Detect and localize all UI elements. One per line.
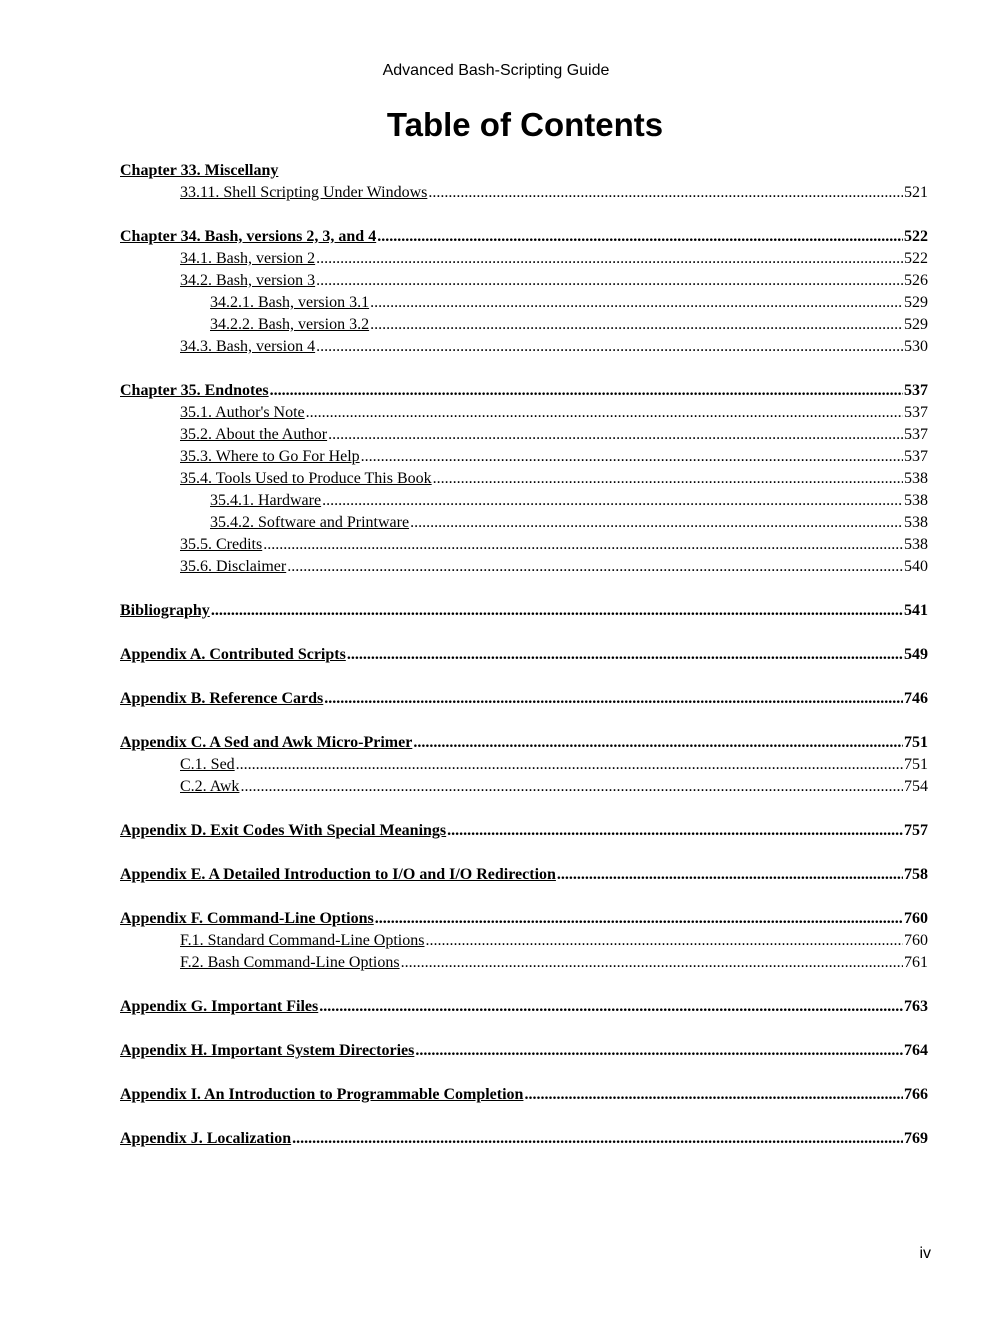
toc-chapter-entry[interactable]: [120, 1040, 928, 1062]
toc-section-entry[interactable]: [120, 402, 928, 424]
toc-page-number: 764: [904, 1042, 928, 1059]
toc-section-entry[interactable]: [120, 930, 928, 952]
dot-leader: [292, 1128, 903, 1150]
toc-page-number: 537: [904, 426, 928, 443]
toc-entry-link[interactable]: 35.2. About the Author: [180, 426, 328, 443]
dot-leader: [415, 1040, 903, 1062]
toc-section-entry[interactable]: [120, 292, 928, 314]
toc-page-number: 760: [904, 910, 928, 927]
toc-entry-link[interactable]: Appendix D. Exit Codes With Special Meanings: [120, 822, 447, 839]
toc-chapter-entry[interactable]: [120, 160, 928, 182]
toc-entry-link[interactable]: Appendix J. Localization: [120, 1130, 292, 1147]
dot-leader: [425, 930, 903, 952]
dot-leader: [361, 446, 903, 468]
toc-entry-link[interactable]: Chapter 33. Miscellany: [120, 162, 279, 179]
toc-section-entry[interactable]: [120, 446, 928, 468]
toc-entry-link[interactable]: Chapter 34. Bash, versions 2, 3, and 4: [120, 228, 377, 245]
toc-entry-link[interactable]: 35.4.2. Software and Printware: [210, 514, 410, 531]
toc-chapter-entry[interactable]: [120, 688, 928, 710]
dot-leader: [211, 600, 903, 622]
toc-entry-link[interactable]: Chapter 35. Endnotes: [120, 382, 269, 399]
page-number: iv: [919, 1245, 931, 1262]
toc-entry-link[interactable]: 35.5. Credits: [180, 536, 263, 553]
toc-section-entry[interactable]: [120, 424, 928, 446]
toc-entry-link[interactable]: 33.11. Shell Scripting Under Windows: [180, 184, 428, 201]
toc-page-number: 766: [904, 1086, 928, 1103]
toc-entry-link[interactable]: Bibliography: [120, 602, 210, 619]
dot-leader: [328, 424, 903, 446]
toc-page-number: 540: [904, 558, 928, 575]
dot-leader: [375, 908, 903, 930]
toc-entry-link[interactable]: 34.2. Bash, version 3: [180, 272, 316, 289]
toc-page-number: 541: [904, 602, 928, 619]
toc-chapter-entry[interactable]: [120, 644, 928, 666]
toc-page-number: 751: [904, 734, 928, 751]
toc-section-entry[interactable]: [120, 512, 928, 534]
toc-chapter-entry[interactable]: [120, 1128, 928, 1150]
toc-chapter-entry[interactable]: [120, 1084, 928, 1106]
dot-leader: [306, 402, 903, 424]
toc-entry-link[interactable]: 34.2.1. Bash, version 3.1: [210, 294, 370, 311]
toc-section-entry[interactable]: [120, 556, 928, 578]
toc-page-number: 537: [904, 382, 928, 399]
toc-page-number: 769: [904, 1130, 928, 1147]
toc-section-entry[interactable]: [120, 490, 928, 512]
dot-leader: [401, 952, 903, 974]
toc-page-number: 530: [904, 338, 928, 355]
dot-leader: [413, 732, 903, 754]
dot-leader: [270, 380, 903, 402]
toc-page-number: 538: [904, 536, 928, 553]
toc-section-entry[interactable]: [120, 468, 928, 490]
dot-leader: [263, 534, 903, 556]
page-title: Table of Contents: [386, 106, 664, 143]
toc-section-entry[interactable]: [120, 248, 928, 270]
toc-page-number: 538: [904, 492, 928, 509]
toc-chapter-entry[interactable]: [120, 996, 928, 1018]
dot-leader: [557, 864, 903, 886]
toc-page-number: 537: [904, 404, 928, 421]
toc-page-number: 763: [904, 998, 928, 1015]
dot-leader: [316, 336, 903, 358]
toc-entry-link[interactable]: Appendix G. Important Files: [120, 998, 319, 1015]
running-header: Advanced Bash-Scripting Guide: [382, 62, 610, 79]
dot-leader: [428, 182, 903, 204]
dot-leader: [316, 270, 903, 292]
toc-chapter-entry[interactable]: [120, 864, 928, 886]
toc-page-number: 522: [904, 250, 928, 267]
toc-chapter-entry[interactable]: [120, 226, 928, 248]
dot-leader: [433, 468, 903, 490]
toc-page-number: 529: [904, 294, 928, 311]
toc-entry-link[interactable]: C.2. Awk: [180, 778, 240, 795]
toc-section-entry[interactable]: [120, 314, 928, 336]
toc-page-number: 549: [904, 646, 928, 663]
toc-page-number: 521: [904, 184, 928, 201]
toc-entry-link[interactable]: 35.4.1. Hardware: [210, 492, 322, 509]
dot-leader: [370, 292, 903, 314]
toc-entry-link[interactable]: 35.4. Tools Used to Produce This Book: [180, 470, 432, 487]
dot-leader: [370, 314, 903, 336]
toc-page-number: 526: [904, 272, 928, 289]
toc-page-number: 522: [904, 228, 928, 245]
toc-page-number: 529: [904, 316, 928, 333]
toc-entry-link[interactable]: Appendix C. A Sed and Awk Micro-Primer: [120, 734, 413, 751]
toc-entry-link[interactable]: C.1. Sed: [180, 756, 235, 773]
toc-section-entry[interactable]: [120, 270, 928, 292]
toc-page-number: 746: [904, 690, 928, 707]
dot-leader: [347, 644, 903, 666]
toc-section-entry[interactable]: [120, 336, 928, 358]
dot-leader: [240, 776, 903, 798]
toc-section-entry[interactable]: [120, 534, 928, 556]
toc-page-number: 537: [904, 448, 928, 465]
dot-leader: [236, 754, 903, 776]
dot-leader: [524, 1084, 903, 1106]
toc-chapter-entry[interactable]: [120, 908, 928, 930]
toc-entry-link[interactable]: 35.1. Author's Note: [180, 404, 305, 421]
toc-section-entry[interactable]: [120, 754, 928, 776]
toc-page-number: 754: [904, 778, 928, 795]
dot-leader: [447, 820, 903, 842]
toc-section-entry[interactable]: [120, 776, 928, 798]
toc-entry-link[interactable]: Appendix H. Important System Directories: [120, 1042, 415, 1059]
dot-leader: [324, 688, 903, 710]
toc-entry-link[interactable]: Appendix A. Contributed Scripts: [120, 646, 346, 663]
toc-page-number: 538: [904, 514, 928, 531]
toc-entry-link[interactable]: 34.2.2. Bash, version 3.2: [210, 316, 370, 333]
toc-chapter-entry[interactable]: [120, 820, 928, 842]
toc-chapter-entry[interactable]: [120, 380, 928, 402]
toc-entry-link[interactable]: 35.3. Where to Go For Help: [180, 448, 360, 465]
dot-leader: [410, 512, 903, 534]
toc-entry-link[interactable]: Appendix I. An Introduction to Programmable Completion: [120, 1086, 524, 1103]
toc-entry-link[interactable]: 34.1. Bash, version 2: [180, 250, 316, 267]
dot-leader: [319, 996, 903, 1018]
toc-entry-link[interactable]: 34.3. Bash, version 4: [180, 338, 316, 355]
toc-entry-link[interactable]: 35.6. Disclaimer: [180, 558, 287, 575]
toc-entry-link[interactable]: F.1. Standard Command-Line Options: [180, 932, 425, 949]
toc-page-number: 758: [904, 866, 928, 883]
toc-page-number: 761: [904, 954, 928, 971]
toc-chapter-entry[interactable]: [120, 732, 928, 754]
toc-page-number: 751: [904, 756, 928, 773]
toc-chapter-entry[interactable]: [120, 600, 928, 622]
dot-leader: [287, 556, 903, 578]
dot-leader: [322, 490, 903, 512]
toc-entry-link[interactable]: Appendix B. Reference Cards: [120, 690, 324, 707]
toc-section-entry[interactable]: [120, 182, 928, 204]
toc-page-number: 538: [904, 470, 928, 487]
toc-entry-link[interactable]: F.2. Bash Command-Line Options: [180, 954, 400, 971]
toc-entry-link[interactable]: Appendix E. A Detailed Introduction to I/O and I/O Redirection: [120, 866, 556, 883]
toc-page-number: 757: [904, 822, 928, 839]
toc-section-entry[interactable]: [120, 952, 928, 974]
toc-entry-link[interactable]: Appendix F. Command-Line Options: [120, 910, 374, 927]
toc-page-number: 760: [904, 932, 928, 949]
dot-leader: [316, 248, 903, 270]
table-of-contents: [120, 160, 928, 1150]
dot-leader: [377, 226, 903, 248]
